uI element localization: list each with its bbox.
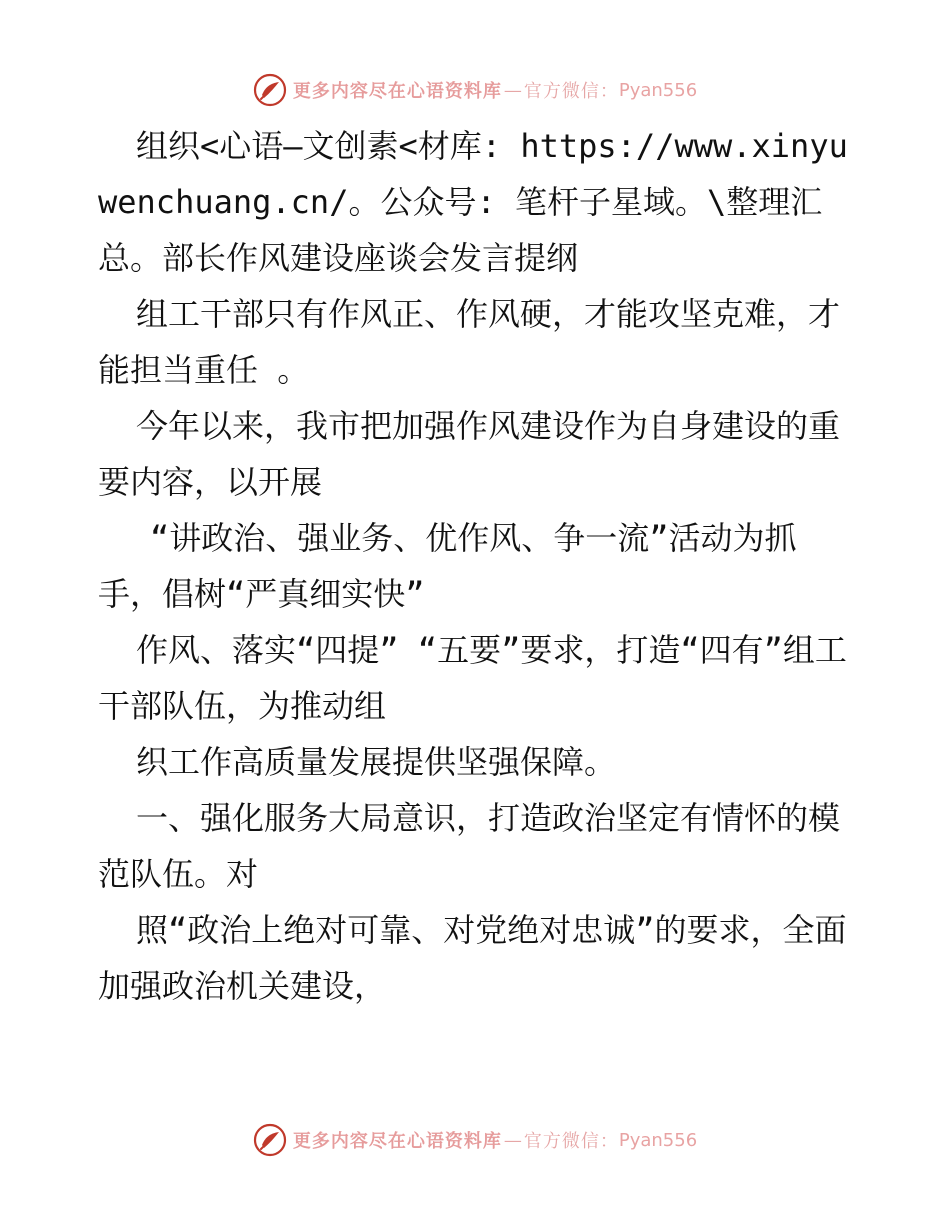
paragraph-3: 今年以来，我市把加强作风建设作为自身建设的重要内容，以开展 bbox=[98, 407, 841, 501]
logo-icon bbox=[253, 1123, 287, 1157]
banner-dash: — bbox=[503, 79, 522, 101]
header-banner bbox=[0, 70, 950, 110]
logo-icon bbox=[253, 73, 287, 107]
paragraph-7: 一、强化服务大局意识，打造政治坚定有情怀的模范队伍。对 bbox=[98, 799, 841, 893]
paragraph-4: “讲政治、强业务、优作风、争一流”活动为抓手，倡树“严真细实快” bbox=[98, 519, 797, 613]
banner-dash: — bbox=[503, 1129, 522, 1151]
document-body bbox=[98, 118, 858, 1014]
paragraph-1: 组织<心语—文创素<材库: https://www.xinyuwenchuang.cn/。公众号: 笔杆子星域。\整理汇总。部长作风建设座谈会发言提纲 bbox=[98, 127, 848, 277]
banner-wechat-id: Pyan556 bbox=[618, 1129, 698, 1151]
banner-lead-text: 更多内容尽在心语资料库 bbox=[292, 81, 502, 102]
banner-wechat-label: 官方微信： bbox=[523, 81, 619, 102]
paragraph-5: 作风、落实“四提” “五要”要求，打造“四有”组工干部队伍，为推动组 bbox=[98, 631, 847, 725]
banner-wechat-id: Pyan556 bbox=[618, 79, 698, 101]
footer-banner bbox=[0, 1120, 950, 1160]
paragraph-8: 照“政治上绝对可靠、对党绝对忠诚”的要求，全面加强政治机关建设， bbox=[98, 911, 847, 1005]
paragraph-6: 织工作高质量发展提供坚强保障。 bbox=[136, 743, 617, 781]
banner-lead-text: 更多内容尽在心语资料库 bbox=[292, 1131, 502, 1152]
paragraph-2: 组工干部只有作风正、作风硬，才能攻坚克难，才能担当重任 。 bbox=[98, 295, 841, 389]
banner-wechat-label: 官方微信： bbox=[523, 1131, 619, 1152]
